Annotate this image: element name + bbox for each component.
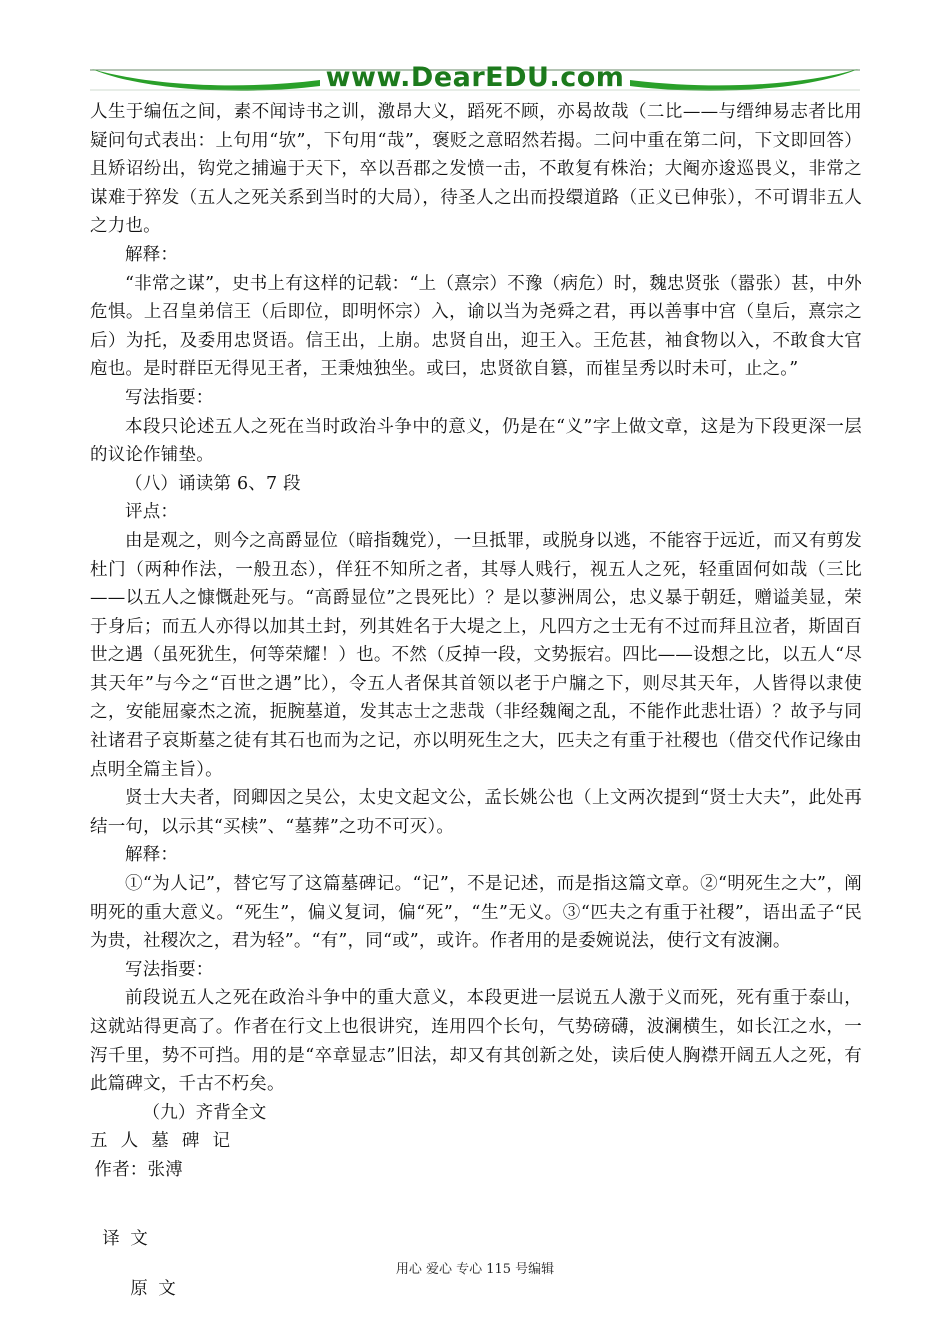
section-label-comments: 评点： [125,502,179,523]
author-line: 作者：张溥 [94,1159,183,1180]
commentary-paragraph: 贤士大夫者，冏卿因之吴公，太史文起文公，孟长姚公也（上文两次提到“贤士大夫”，此处再结一句，以示其“买椟”、“墓葬”之功不可灭）。 [90,788,862,837]
commentary-paragraph: 由是观之，则今之高爵显位（暗指魏党），一旦抵罪，或脱身以逃，不能容于远近，而又有剪发杜门（两种作法，一般丑态），佯狂不知所之者，其辱人贱行，视五人之死，轻重固何如哉（三比——以五人之慷慨赴死与。“高爵显位”之畏死比）？是以蓼洲周公，忠义暴于朝廷，赠谥美显，荣于身后；而五人亦得以加其土封，列其姓名于大堤之上，凡四方之士无有不过而拜且泣者，斯固百世之遇（虽死犹生，何等荣耀！）也。不然（反掉一段，文势振宕。四比——设想之比，以五人“尽其天年”与今之“百世之遇”比），令五人者保其首领以老于户牖之下，则尽其天年，人皆得以隶使之，安能屈豪杰之流，扼腕墓道，发其志士之悲哉（非经魏阉之乱，不能作此悲壮语）？故予与同社诸君子哀斯墓之徒有其石也而为之记，亦以明死生之大，匹夫之有重于社稷也（借交代作记缘由点明全篇主旨）。 [90,530,862,780]
section-heading-recite-all: （九）齐背全文 [142,1102,267,1123]
site-logo-text: www.DearEDU.com [325,62,625,93]
section-label-explanation: 解释： [125,845,179,866]
original-text-label: 原文 [130,1279,187,1300]
writing-tips-paragraph: 本段只论述五人之死在当时政治斗争中的意义，仍是在“义”字上做文章，这是为下段更深一层的议论作铺垫。 [90,416,862,466]
section-label-writing-tips: 写法指要： [125,959,214,980]
translation-label: 译文 [102,1228,159,1249]
explanation-paragraph: “非常之谋”，史书上有这样的记载：“上（熹宗）不豫（病危）时，魏忠贤张（嚣张）甚，中外危惧。上召皇弟信王（后即位，即明怀宗）入，谕以当为尧舜之君，再以善事中宫（皇后，熹宗之后）为托，及委用忠贤语。信王出，上崩。忠贤自出，迎王入。王危甚，袖食物以入，不敢食大官庖也。是时群臣无得见王者，王秉烛独坐。或曰，忠贤欲自篡，而崔呈秀以时未可，止之。” [90,273,862,380]
writing-tips-paragraph: 前段说五人之死在政治斗争中的重大意义，本段更进一层说五人激于义而死，死有重于泰山，这就站得更高了。作者在行文上也很讲究，连用四个长句，气势磅礴，波澜横生，如长江之水，一泻千里，势不可挡。用的是“卒章显志”旧法，却又有其创新之处，读后使人胸襟开阔五人之死，有此篇碑文，千古不朽矣。 [90,988,862,1095]
page-footer: 用心 爱心 专心 115 号编辑 [395,1262,555,1277]
spacer [90,1185,862,1225]
section-label-writing-tips: 写法指要： [125,387,214,408]
section-heading-recite-6-7: （八）诵读第 6、7 段 [125,473,301,494]
document-body [90,98,862,1304]
section-label-explanation: 解释： [125,244,179,265]
explanation-paragraph: ①“为人记”，替它写了这篇墓碑记。“记”，不是记述，而是指这篇文章。②“明死生之大”，阐明死的重大意义。“死生”，偏义复词，偏“死”，“生”无义。③“匹夫之有重于社稷”，语出孟子“民为贵，社稷次之，君为轻”。“有”，同“或”，或许。作者用的是委婉说法，使行文有波澜。 [90,874,862,952]
commentary-paragraph: 人生于编伍之间，素不闻诗书之训，激昂大义，蹈死不顾，亦曷故哉（二比——与缙绅易志者比用疑问句式表出：上句用“欤”，下句用“哉”，褒贬之意昭然若揭。二问中重在第二问，下文即回答）且矫诏纷出，钩党之捕遍于天下，卒以吾郡之发愤一击，不敢复有株治；大阉亦逡巡畏义，非常之谋难于猝发（五人之死关系到当时的大局），待圣人之出而投缳道路（正义已伸张），不可谓非五人之力也。 [90,102,862,237]
article-title: 五人墓碑记 [90,1131,244,1152]
site-header-banner [90,56,860,100]
